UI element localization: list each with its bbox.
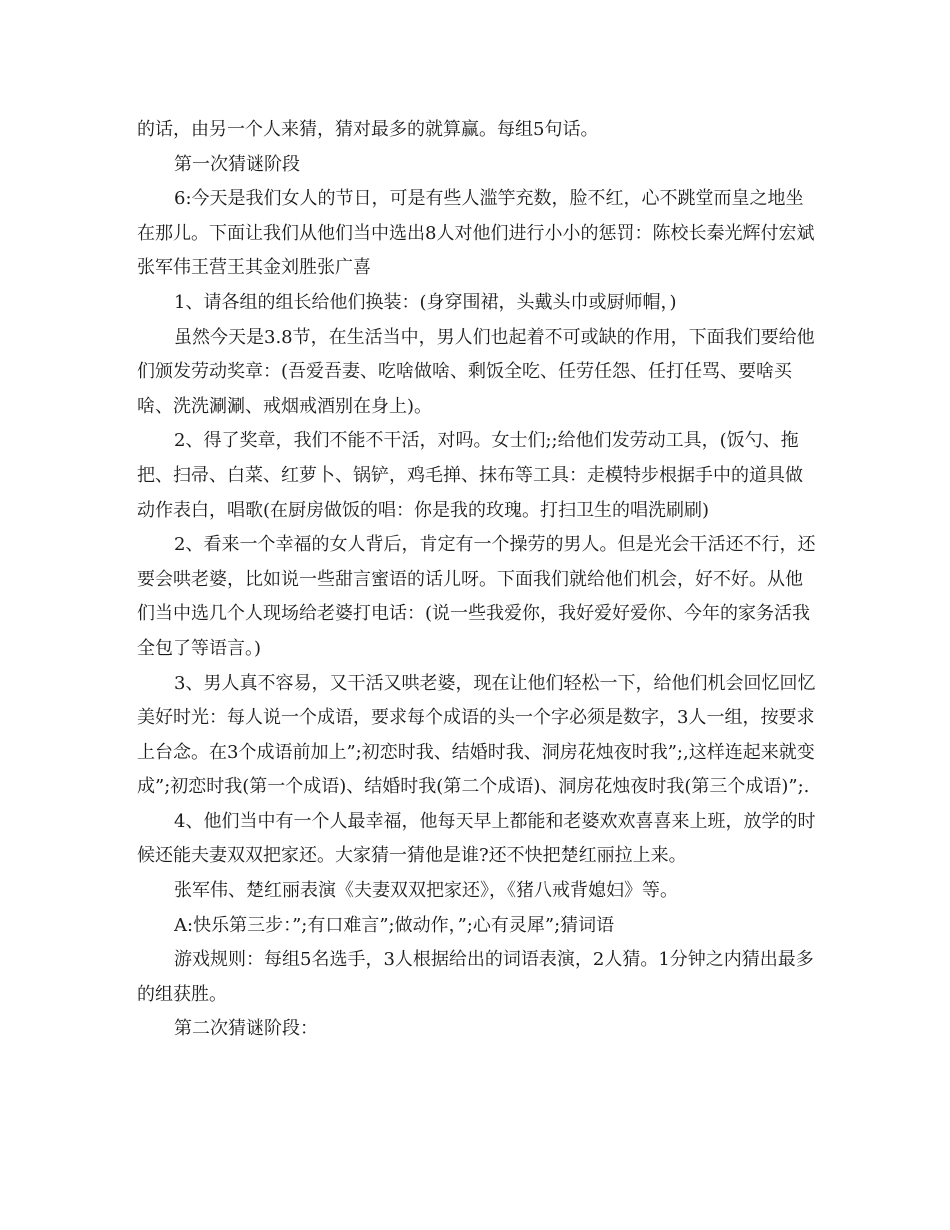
section-heading-second-round: 第二次猜谜阶段： [174,1018,318,1040]
paragraph-6: 2、得了奖章，我们不能不干活，对吗。女士们;;给他们发劳动工具，(饭勺、拖把、扫帚、白菜、红萝卜、锅铲，鸡毛掸、抹布等工具：走模特步根据手中的道具做动作表白，唱歌(在厨房做饭的唱：你是我的玫瑰。打扫卫生的唱洗刷刷) [137,430,803,521]
paragraph-3: 6:今天是我们女人的节日，可是有些人滥竽充数，脸不红，心不跳堂而皇之地坐在那儿。下面让我们从他们当中选出8人对他们进行小小的惩罚：陈校长秦光辉付宏斌张军伟王营王其金刘胜张广喜 [137,188,815,279]
paragraph-5: 虽然今天是3.8节，在生活当中，男人们也起着不可或缺的作用，下面我们要给他们颁发劳动奖章：(吾爱吾妻、吃啥做啥、剩饭全吃、任劳任怨、任打任骂、要啥买啥、洗洗涮涮、戒烟戒酒别在身上)。 [137,326,815,417]
section-heading-first-round: 第一次猜谜阶段 [174,153,300,175]
paragraph-1: 的话，由另一个人来猜，猜对最多的就算赢。每组5句话。 [137,119,599,140]
document-body [137,113,817,1047]
paragraph-4: 1、请各组的组长给他们换装：(身穿围裙，头戴头巾或厨师帽，) [174,291,677,313]
paragraph-7: 2、看来一个幸福的女人背后，肯定有一个操劳的男人。但是光会干活还不行，还要会哄老婆，比如说一些甜言蜜语的话儿呀。下面我们就给他们机会，好不好。从他们当中选几个人现场给老婆打电话：(说一些我爱你，我好爱好爱你、今年的家务活我全包了等语言。) [137,534,816,659]
paragraph-12: 游戏规则：每组5名选手，3人根据给出的词语表演，2人猜。1分钟之内猜出最多的组获胜。 [137,949,814,1005]
paragraph-11: A:快乐第三步：”;有口难言”;做动作，”;心有灵犀”;猜词语 [174,914,615,936]
paragraph-10: 张军伟、楚红丽表演《夫妻双双把家还》，《猪八戒背媳妇》等。 [174,880,678,902]
paragraph-9: 4、他们当中有一个人最幸福，他每天早上都能和老婆欢欢喜喜来上班，放学的时候还能夫妻双双把家还。大家猜一猜他是谁?还不快把楚红丽拉上来。 [137,810,816,867]
paragraph-8: 3、男人真不容易，又干活又哄老婆，现在让他们轻松一下，给他们机会回忆回忆美好时光：每人说一个成语，要求每个成语的头一个字必须是数字，3人一组，按要求上台念。在3个成语前加上”;初恋时我、结婚时我、洞房花烛夜时我”;,这样连起来就变成”;初恋时我(第一个成语)、结婚时我(第二个成语)、洞房花烛夜时我(第三个成语)”;. [137,672,816,798]
